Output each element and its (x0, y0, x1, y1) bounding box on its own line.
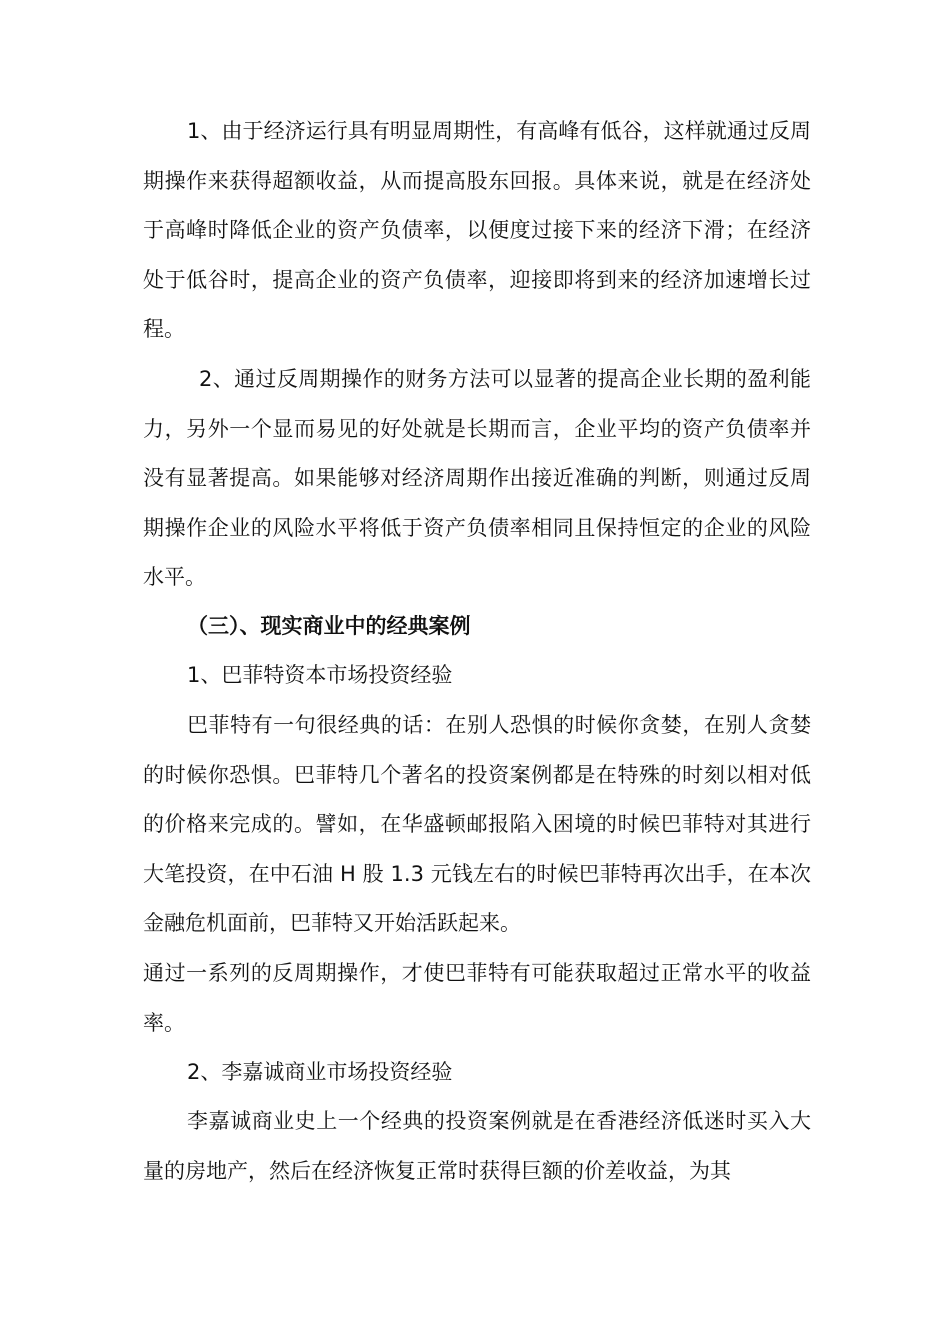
paragraph-li-ka-shing-case: 李嘉诚商业史上一个经典的投资案例就是在香港经济低迷时买入大量的房地产，然后在经济恢复正常时获得巨额的价差收益，为其 (143, 1109, 811, 1183)
subheading-li-ka-shing: 2、李嘉诚商业市场投资经验 (187, 1060, 453, 1084)
section-heading-classic-cases: （三）、现实商业中的经典案例 (187, 614, 471, 638)
paragraph-countercyclical-returns: 1、由于经济运行具有明显周期性，有高峰有低谷，这样就通过反周期操作来获得超额收益，从而提高股东回报。具体来说，就是在经济处于高峰时降低企业的资产负债率，以便度过接下来的经济下滑；在经济处于低谷时，提高企业的资产负债率，迎接即将到来的经济加速增长过程。 (143, 119, 811, 341)
paragraph-countercyclical-profitability: 2、通过反周期操作的财务方法可以显著的提高企业长期的盈利能力，另外一个显而易见的好处就是长期而言，企业平均的资产负债率并没有显著提高。如果能够对经济周期作出接近准确的判断，则通过反周期操作企业的风险水平将低于资产负债率相同且保持恒定的企业的风险水平。 (143, 367, 811, 589)
paragraph-buffett-cases: 巴菲特有一句很经典的话：在别人恐惧的时候你贪婪，在别人贪婪的时候你恐惧。巴菲特几个著名的投资案例都是在特殊的时刻以相对低的价格来完成的。譬如，在华盛顿邮报陷入困境的时候巴菲特对其进行大笔投资，在中石油 H 股 1.3 元钱左右的时候巴菲特再次出手，在本次金融危机面前，巴菲特又开始活跃起来。 (143, 713, 811, 935)
subheading-buffett: 1、巴菲特资本市场投资经验 (187, 663, 453, 687)
paragraph-buffett-summary: 通过一系列的反周期操作，才使巴菲特有可能获取超过正常水平的收益率。 (143, 961, 811, 1035)
